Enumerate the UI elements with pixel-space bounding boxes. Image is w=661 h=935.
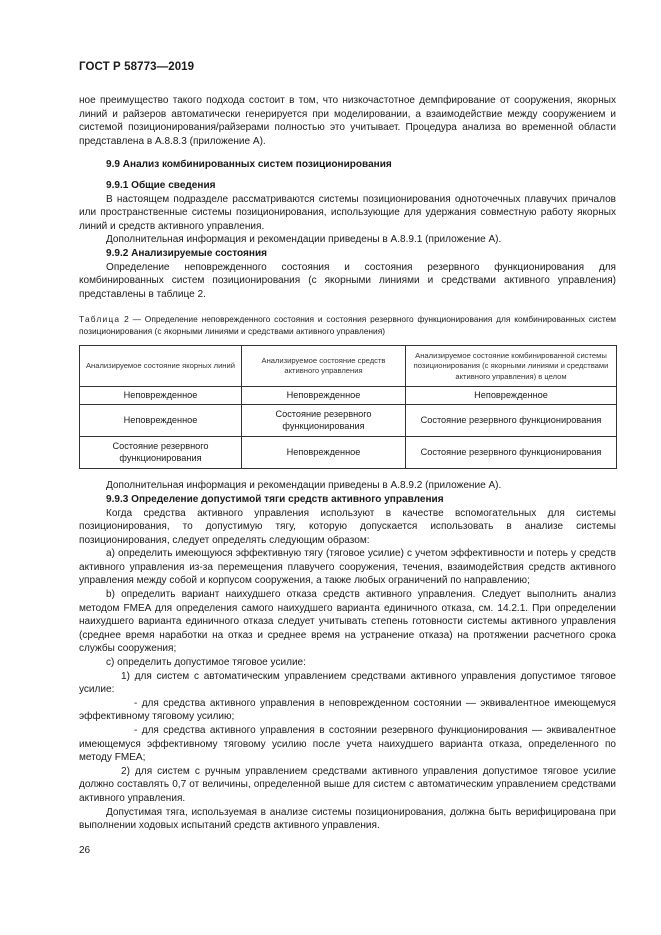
table-caption-text: 2 — Определение неповрежденного состояния и состояния резервного функционирования для комбинированных систем позиционирования (с якорными линиями и средствами активного управления) xyxy=(79,314,616,336)
intro-paragraph: ное преимущество такого подхода состоит в том, что низкочастотное демпфирование от сооружения, якорных линий и райзеров автоматически генерируется при моделировании, а взаимодействие между сооружением и системой позиционирования/райзерами полностью это учитывает. Процедура анализа во временной области представлена в А.8.8.3 (приложение А). xyxy=(79,95,616,147)
list-item-b: b) определить вариант наихудшего отказа средств активного управления. Следует выполнить анализ методом FMEA для определения самого наихудшего варианта единичного отказа, см. 14.2.1. При определении наихудшего варианта единичного отказа следует учитывать степень готовности системы активного управления (среднее время наработки на отказ и среднее время на устранение отказа) на протяжении расчетного срока службы сооружения; xyxy=(79,589,616,655)
final-paragraph: Допустимая тяга, используемая в анализе системы позиционирования, должна быть верифицирована при выполнении ходовых испытаний средств активного управления. xyxy=(79,806,616,832)
table-cell: Состояние резервного функционирования xyxy=(80,437,242,469)
list-item-c1: 1) для систем с автоматическим управлением средствами активного управления допустимое тяговое усилие: xyxy=(79,670,616,696)
page-number: 26 xyxy=(79,845,91,856)
paragraph-9-9-2: Определение неповрежденного состояния и состояния резервного функционирования для комбинированных систем позиционирования (с якорными линиями и средствами активного управления) представлены в таблице 2. xyxy=(79,261,616,300)
section-heading-9-9: 9.9 Анализ комбинированных систем позиционирования xyxy=(106,159,392,171)
table-row xyxy=(80,387,617,405)
list-item-c1-dash-1: - для средства активного управления в неповрежденном состоянии — эквивалентное имеющемуся эффективному тяговому усилию; xyxy=(79,697,616,723)
subsection-heading-9-9-2: 9.9.2 Анализируемые состояния xyxy=(106,247,268,259)
table-cell: Неповрежденное xyxy=(80,405,242,437)
paragraph-9-9-1-a: В настоящем подразделе рассматриваются системы позиционирования одноточечных плавучих причалов или пространственные системы позиционирования, использующие для удержания совместную работу якорных линий и средств активного управления. xyxy=(79,193,616,232)
subsection-heading-9-9-1: 9.9.1 Общие сведения xyxy=(106,179,216,191)
table-cell: Неповрежденное xyxy=(242,437,406,469)
table-cell: Состояние резервного функционирования xyxy=(406,437,617,469)
standard-header: ГОСТ Р 58773—2019 xyxy=(79,61,195,73)
list-item-c1-dash-2: - для средства активного управления в состоянии резервного функционирования — эквивалентное имеющемуся эффективному тяговому усилию после учета наихудшего варианта отказа, определенного по методу FMEA; xyxy=(79,725,616,764)
states-table xyxy=(79,345,617,469)
list-item-c2: 2) для систем с ручным управлением средствами активного управления допустимое тяговое усилие должно составлять 0,7 от величины, определенной выше для систем с автоматическим управлением средствами активного управления. xyxy=(79,765,616,804)
table-cell: Неповрежденное xyxy=(406,387,617,405)
table-cell: Неповрежденное xyxy=(80,387,242,405)
list-item-c: с) определить допустимое тяговое усилие: xyxy=(106,657,306,669)
list-item-a: а) определить имеющуюся эффективную тягу (тяговое усилие) с учетом эффективности и потерь у средств активного управления из-за перемещения плавучего сооружения, течения, взаимодействия средств активного управления между собой и корпусом сооружения, а также любых ограничений по направлению; xyxy=(79,548,616,587)
table-cell: Состояние резервного функционирования xyxy=(406,405,617,437)
page-content xyxy=(79,94,616,833)
table-header-cell: Анализируемое состояние комбинированной системы позиционирования (с якорными линиями и средствами активного управления) в целом xyxy=(406,346,617,387)
paragraph-9-9-1-b: Дополнительная информация и рекомендации приведены в А.8.9.1 (приложение А). xyxy=(106,234,502,246)
table-row xyxy=(80,405,617,437)
paragraph-9-9-3-a: Когда средства активного управления используют в качестве вспомогательных для системы позиционирования, то допустимую тягу, которую допускается использовать в анализе системы позиционирования, следует определять следующим образом: xyxy=(79,507,616,546)
table-caption-label: Таблица xyxy=(79,314,121,325)
table-cell: Состояние резервного функционирования xyxy=(242,405,406,437)
table-header-cell: Анализируемое состояние средств активного управления xyxy=(242,346,406,387)
table-row xyxy=(80,437,617,469)
table-header-row xyxy=(80,346,617,387)
table-cell: Неповрежденное xyxy=(242,387,406,405)
paragraph-after-table: Дополнительная информация и рекомендации приведены в А.8.9.2 (приложение А). xyxy=(106,480,502,492)
table-caption xyxy=(79,314,616,337)
table-header-cell: Анализируемое состояние якорных линий xyxy=(80,346,242,387)
subsection-heading-9-9-3: 9.9.3 Определение допустимой тяги средств активного управления xyxy=(106,493,444,505)
